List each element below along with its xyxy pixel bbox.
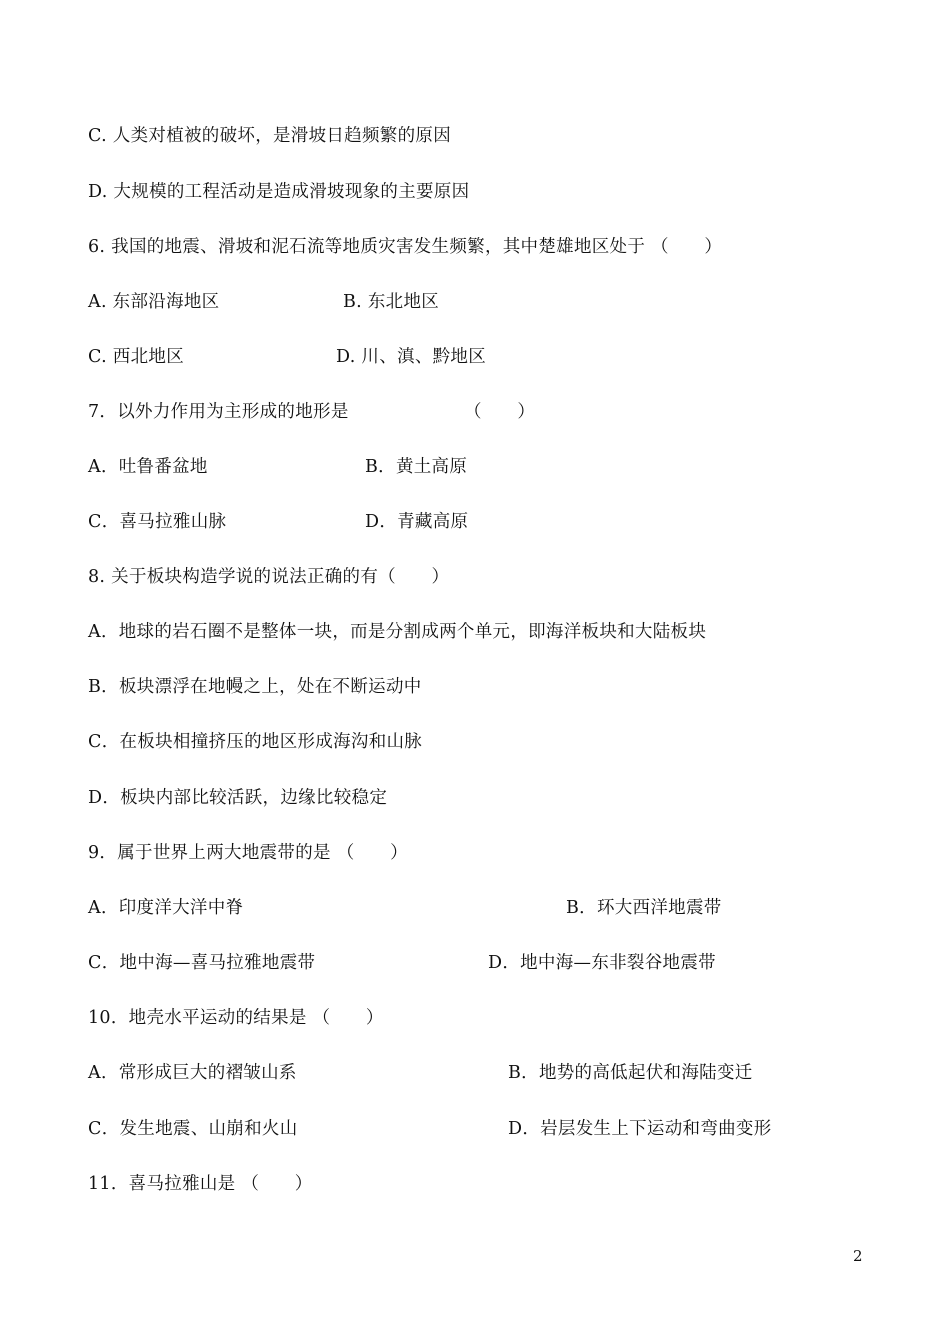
question-7-option-d: D．青藏高原	[365, 512, 469, 532]
question-8-option-c: C．在板块相撞挤压的地区形成海沟和山脉	[88, 732, 423, 752]
question-6-option-c: C. 西北地区	[88, 347, 184, 367]
question-9-option-b: B．环大西洋地震带	[566, 898, 722, 918]
question-6-option-b: B. 东北地区	[343, 292, 440, 312]
question-8-option-b: B．板块漂浮在地幔之上，处在不断运动中	[88, 677, 422, 697]
question-5-option-c: C. 人类对植被的破坏，是滑坡日趋频繁的原因	[88, 126, 451, 146]
question-7-option-a: A．吐鲁番盆地	[88, 457, 208, 477]
question-9-option-c: C．地中海—喜马拉雅地震带	[88, 953, 316, 973]
question-10-option-d: D．岩层发生上下运动和弯曲变形	[508, 1119, 772, 1139]
question-9-option-d: D．地中海—东非裂谷地震带	[488, 953, 716, 973]
question-10-stem: 10．地壳水平运动的结果是 （ ）	[88, 1008, 384, 1028]
question-7-option-b: B．黄土高原	[365, 457, 468, 477]
question-6-stem: 6. 我国的地震、滑坡和泥石流等地质灾害发生频繁，其中楚雄地区处于 （ ）	[88, 237, 723, 257]
question-8-option-a: A．地球的岩石圈不是整体一块，而是分割成两个单元，即海洋板块和大陆板块	[88, 622, 707, 642]
question-9-stem: 9．属于世界上两大地震带的是 （ ）	[88, 843, 408, 863]
question-10-option-b: B．地势的高低起伏和海陆变迁	[508, 1063, 753, 1083]
question-5-option-d: D. 大规模的工程活动是造成滑坡现象的主要原因	[88, 182, 470, 202]
question-8-stem: 8. 关于板块构造学说的说法正确的有（ ）	[88, 567, 450, 587]
question-10-option-a: A．常形成巨大的褶皱山系	[88, 1063, 297, 1083]
page-number: 2	[853, 1247, 863, 1265]
question-7-stem: 7．以外力作用为主形成的地形是	[88, 402, 349, 422]
question-10-option-c: C．发生地震、山崩和火山	[88, 1119, 298, 1139]
question-6-option-d: D. 川、滇、黔地区	[336, 347, 487, 367]
question-11-stem: 11．喜马拉雅山是 （ ）	[88, 1174, 313, 1194]
question-8-option-d: D．板块内部比较活跃，边缘比较稳定	[88, 788, 388, 808]
question-6-option-a: A. 东部沿海地区	[88, 292, 220, 312]
question-7-option-c: C．喜马拉雅山脉	[88, 512, 227, 532]
question-9-option-a: A．印度洋大洋中脊	[88, 898, 244, 918]
question-7-answer-paren: （ ）	[464, 402, 536, 422]
